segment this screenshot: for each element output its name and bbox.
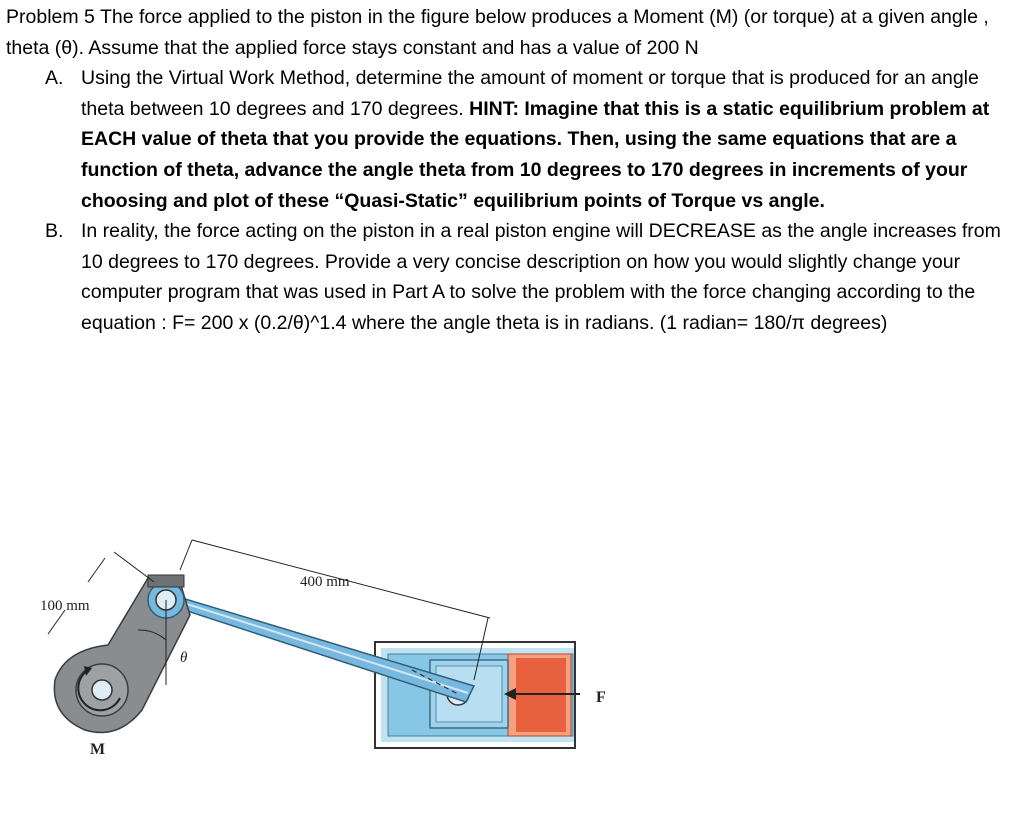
problem-parts (6, 63, 1011, 338)
crank-ext-line-1 (114, 552, 154, 582)
part-a (6, 63, 1011, 216)
connecting-rod (162, 592, 474, 702)
part-b-text: In reality, the force acting on the piston in a real piston engine will DECREASE as the angle increases from 10 degrees to 170 degrees. Provide a very concise description on how you would slightly change your computer program that was used in Part A to solve the problem with the force changing according to the equation : F= 200 x (0.2/θ)^1.4 where the angle theta is in radians. (1 radian= 180/π degrees) (81, 220, 1001, 334)
part-a-text: Using the Virtual Work Method, determine the amount of moment or torque that is produced for an angle theta between 10 degrees and 170 degrees. (81, 67, 979, 120)
connecting-rod-highlight (168, 598, 468, 693)
problem-intro: Problem 5 The force applied to the piston in the figure below produces a Moment (M) (or torque) at a given angle , theta (θ). Assume that the applied force stays constant and has a value of 200 N (6, 6, 989, 59)
problem-text (6, 2, 1011, 339)
part-a-hint: HINT: Imagine that this is a static equilibrium problem at EACH value of theta that you provide the equations. Then, using the same equations that are a function of theta, advance the angle theta from 10 degrees to 170 degrees in increments of your choosing and plot of these “Quasi-Static” equilibrium points of Torque vs angle. (81, 97, 990, 212)
force-label: F (596, 689, 606, 706)
angle-label: θ (180, 650, 188, 666)
crank-length-label: 100 mm (40, 598, 90, 614)
part-b-letter: B. (45, 220, 64, 243)
rod-dim-ext-1 (180, 540, 192, 570)
crank-shaft (92, 680, 112, 700)
piston-figure (30, 520, 620, 770)
rod-length-label: 400 mm (300, 574, 350, 590)
part-b (6, 216, 1011, 338)
moment-label: M (90, 741, 106, 758)
crank-dim-line-1 (88, 558, 105, 582)
part-a-letter: A. (45, 67, 64, 90)
